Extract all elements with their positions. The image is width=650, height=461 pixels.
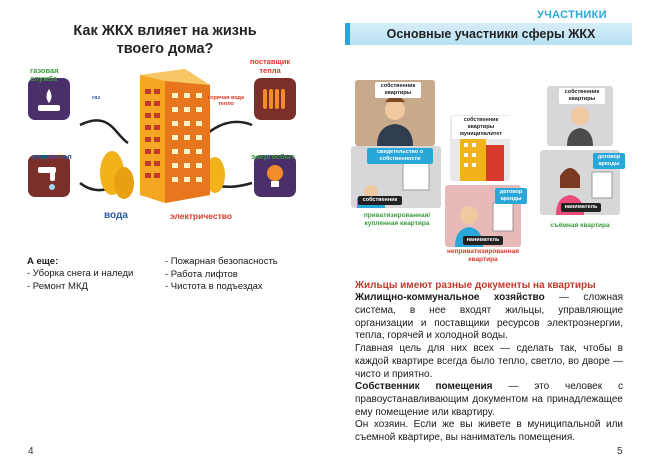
- arrow-gas-icon: [80, 120, 128, 143]
- heat-supplier-label: поставщик тепла: [249, 57, 291, 75]
- also-heading: А еще:: [27, 256, 59, 267]
- page-number-left: 4: [28, 446, 34, 457]
- lease2-label: договор аренды: [593, 153, 625, 169]
- gas-label: газовая: [30, 66, 59, 75]
- owner-label: собственник квартиры: [375, 82, 421, 98]
- gas-service-icon: [28, 78, 70, 120]
- paragraph-owner-definition: Собственник помещения — это человек с правоустанавливающим документом на принадлежащее ему помещение или квартиру.: [355, 381, 623, 418]
- documents-heading: Жильцы имеют разные документы на квартиры: [355, 280, 596, 291]
- energosbyt-label: энергосбыт: [251, 152, 295, 161]
- paragraph-housing-system: Жилищно-коммунальное хозяйство — сложная система, в нее входят жильцы, управляющие организации и поставщики ресурсов электроэнергии, тепла, горячей и холодной воды.: [355, 292, 623, 342]
- section-banner: [345, 23, 632, 45]
- vodokanal-label: водоканал: [32, 152, 72, 161]
- tenant-label: наниматель: [463, 236, 503, 245]
- heating-radiator-icon: [254, 78, 296, 120]
- also-list-col1: [27, 268, 133, 293]
- list-item: - Уборка снега и наледи: [27, 268, 134, 279]
- water-tap-icon: [28, 155, 70, 197]
- list-item: - Пожарная безопасность: [165, 256, 278, 267]
- hot-water-label: горячая вода тепло: [207, 95, 245, 107]
- rent-owner-label: собственник квартиры: [559, 88, 605, 104]
- owner-small-label: собственник: [358, 196, 402, 205]
- gas-small-label: газ: [92, 95, 101, 101]
- left-title: Как ЖКХ влияет на жизнь твоего дома?: [73, 23, 257, 57]
- paragraph-main-goal: Главная цель для них всех — сделать так, чтобы в каждой квартире всегда было тепло, светло, во дворе — чисто и приятно.: [355, 343, 623, 380]
- tenant2-label: наниматель: [561, 203, 601, 212]
- municipality-label: собственник квартиры муниципалитет: [452, 116, 510, 139]
- banner-title: Основные участники сферы ЖКХ: [386, 27, 596, 41]
- list-item: - Ремонт МКД: [27, 280, 88, 292]
- page-number-right: 5: [617, 446, 623, 457]
- rented-caption: съёмная квартира: [550, 222, 610, 229]
- electricity-bulb-icon: [254, 155, 296, 197]
- section-badge: УЧАСТНИКИ: [537, 9, 607, 21]
- non-privatized-caption: неприватизированная квартира: [446, 248, 520, 263]
- lease-label: договор аренды: [495, 188, 527, 204]
- right-page: [325, 0, 650, 461]
- gas-sub-label: служба: [30, 74, 58, 83]
- certificate-label: свидетельство о собственности: [367, 148, 433, 164]
- paragraph-tenant: Он хозяин. Если же вы живете в муниципальной или съемной квартире, вы наниматель помещения.: [355, 419, 623, 443]
- electricity-label: электричество: [170, 211, 233, 221]
- list-item: - Чистота в подъездах: [165, 281, 263, 292]
- water-label: вода: [104, 210, 128, 221]
- privatized-caption: приватизированная/ купленная квартира: [363, 212, 431, 227]
- also-list-col2: [165, 256, 278, 294]
- building-icon: [140, 69, 210, 203]
- list-item: - Работа лифтов: [165, 268, 238, 280]
